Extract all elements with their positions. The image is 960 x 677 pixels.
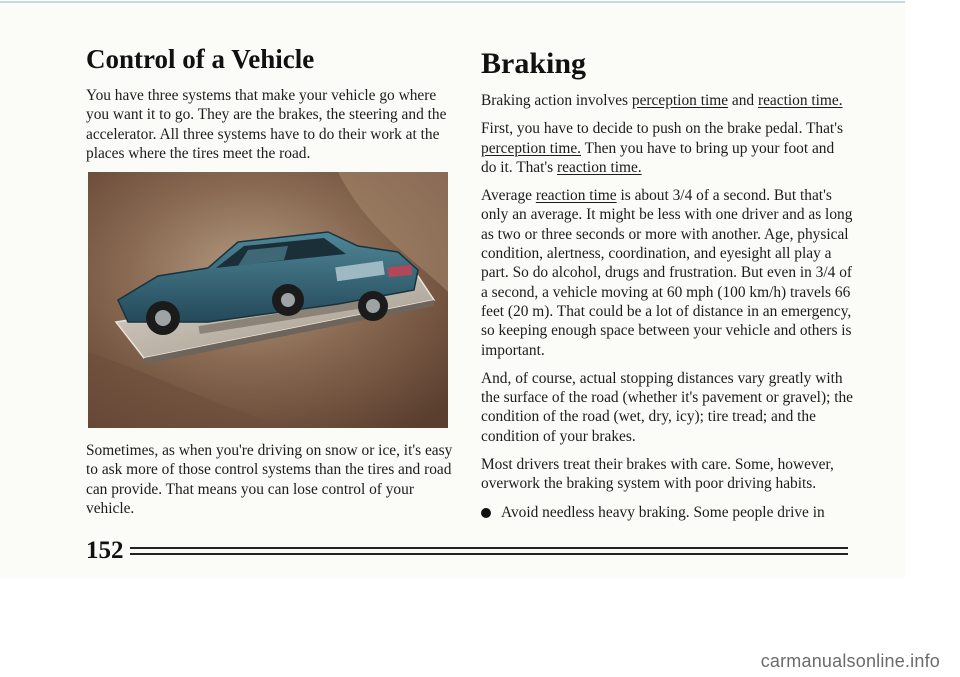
left-column xyxy=(86,44,458,172)
braking-paragraph-4: And, of course, actual stopping distances vary greatly with the surface of the road (whether it's pavement or gravel); the condition of the road (wet, dry, icy); tire tread; and the condition of your brakes. xyxy=(481,369,853,445)
section-heading-control: Control of a Vehicle xyxy=(86,44,315,74)
section-heading-braking: Braking xyxy=(481,47,587,80)
page-number: 152 xyxy=(86,537,124,564)
loss-of-control-paragraph: Sometimes, as when you're driving on snow or ice, it's easy to ask more of those control systems than the tires and road can provide. That means you can lose control of your vehicle. xyxy=(86,442,453,517)
control-intro-paragraph: You have three systems that make your vehicle go where you want it to go. They are the brakes, the steering and the accelerator. All three systems have to do their work at the places where the tires meet the road. xyxy=(86,87,447,162)
term-perception-time: perception time xyxy=(631,92,729,109)
term-reaction-time: reaction time. xyxy=(557,158,642,176)
bullet-item xyxy=(481,503,853,522)
site-watermark: carmanualsonline.info xyxy=(760,651,940,671)
braking-paragraph-3: Average reaction time is about 3/4 of a second. But that's only an average. It might be less with one driver and as long as two or three seconds or more with another. Age, physical condition, alertness, coordination, and eyesight all play a part. So do alcohol, drugs and frustration. But even in 3/4 of a second, a vehicle moving at 60 mph (100 km/h) travels 66 feet (20 m). That could be a lot of distance in an emergency, so keeping enough space between your vehicle and others is important. xyxy=(481,187,853,359)
braking-paragraph-2: First, you have to decide to push on the brake pedal. That's perception time. Then you have to bring up your foot and do it. That's reaction time. xyxy=(481,120,843,176)
braking-paragraph-1: Braking action involves perception time and reaction time. xyxy=(481,92,843,109)
right-column xyxy=(481,48,853,522)
term-reaction-time: reaction time xyxy=(535,187,617,205)
footer-rule-bottom xyxy=(130,553,848,555)
top-edge-rule xyxy=(0,1,905,3)
braking-paragraph-5: Most drivers treat their brakes with care. Some, however, overwork the braking system with poor driving habits. xyxy=(481,456,834,493)
term-perception-time: perception time. xyxy=(481,139,582,157)
left-lower-text xyxy=(86,441,458,518)
car-on-platform-illustration xyxy=(88,172,448,428)
term-reaction-time: reaction time. xyxy=(757,92,843,109)
footer-rule-top xyxy=(130,547,848,549)
bullet-text: Avoid needless heavy braking. Some people drive in xyxy=(501,503,825,521)
bullet-dot-icon xyxy=(481,508,491,518)
